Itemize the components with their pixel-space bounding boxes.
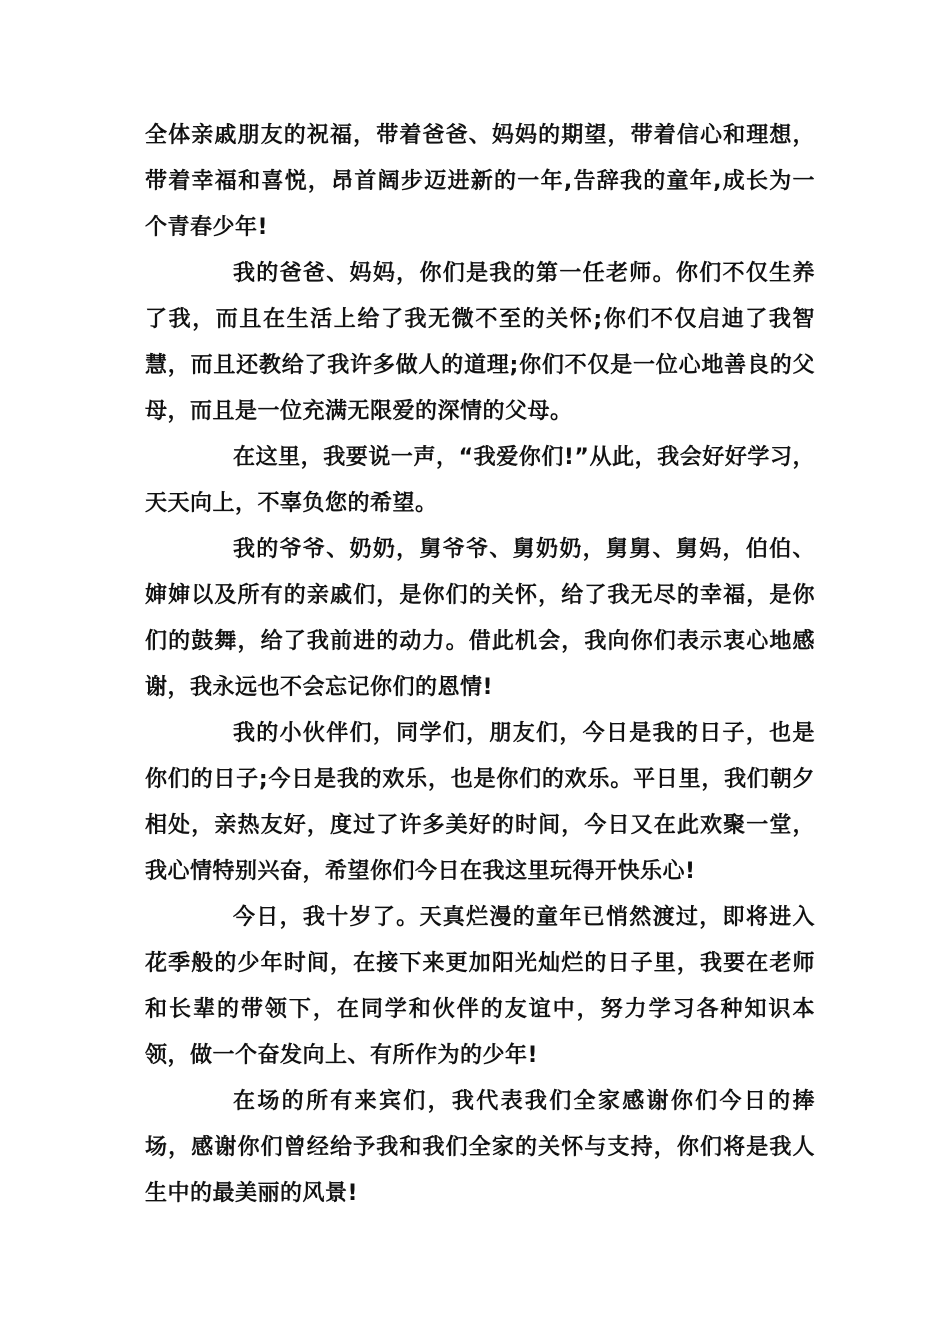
paragraph-5: 我的小伙伴们，同学们，朋友们，今日是我的日子，也是你们的日子;今日是我的欢乐，也是你们的欢乐。平日里，我们朝夕相处，亲热友好，度过了许多美好的时间，今日又在此欢聚一堂，我心情特别兴奋，希望你们今日在我这里玩得开快乐心! xyxy=(145,721,815,884)
paragraph-4: 我的爷爷、奶奶，舅爷爷、舅奶奶，舅舅、舅妈，伯伯、婶婶以及所有的亲戚们，是你们的关怀，给了我无尽的幸福，是你们的鼓舞，给了我前进的动力。借此机会，我向你们表示衷心地感谢，我永远也不会忘记你们的恩情! xyxy=(145,537,815,700)
paragraph-7: 在场的所有来宾们，我代表我们全家感谢你们今日的捧场，感谢你们曾经给予我和我们全家的关怀与支持，你们将是我人生中的最美丽的风景! xyxy=(145,1089,815,1206)
paragraph-2: 我的爸爸、妈妈，你们是我的第一任老师。你们不仅生养了我，而且在生活上给了我无微不至的关怀;你们不仅启迪了我智慧，而且还教给了我许多做人的道理;你们不仅是一位心地善良的父母，而且是一位充满无限爱的深情的父母。 xyxy=(145,261,815,424)
document-body xyxy=(145,113,815,1217)
paragraph-1: 全体亲戚朋友的祝福，带着爸爸、妈妈的期望，带着信心和理想，带着幸福和喜悦，昂首阔步迈进新的一年,告辞我的童年,成长为一个青春少年! xyxy=(145,123,815,240)
paragraph-6: 今日，我十岁了。天真烂漫的童年已悄然渡过，即将进入花季般的少年时间，在接下来更加阳光灿烂的日子里，我要在老师和长辈的带领下，在同学和伙伴的友谊中，努力学习各种知识本领，做一个奋发向上、有所作为的少年! xyxy=(145,905,815,1068)
paragraph-3: 在这里，我要说一声，“我爱你们!”从此，我会好好学习，天天向上，不辜负您的希望。 xyxy=(145,445,815,516)
